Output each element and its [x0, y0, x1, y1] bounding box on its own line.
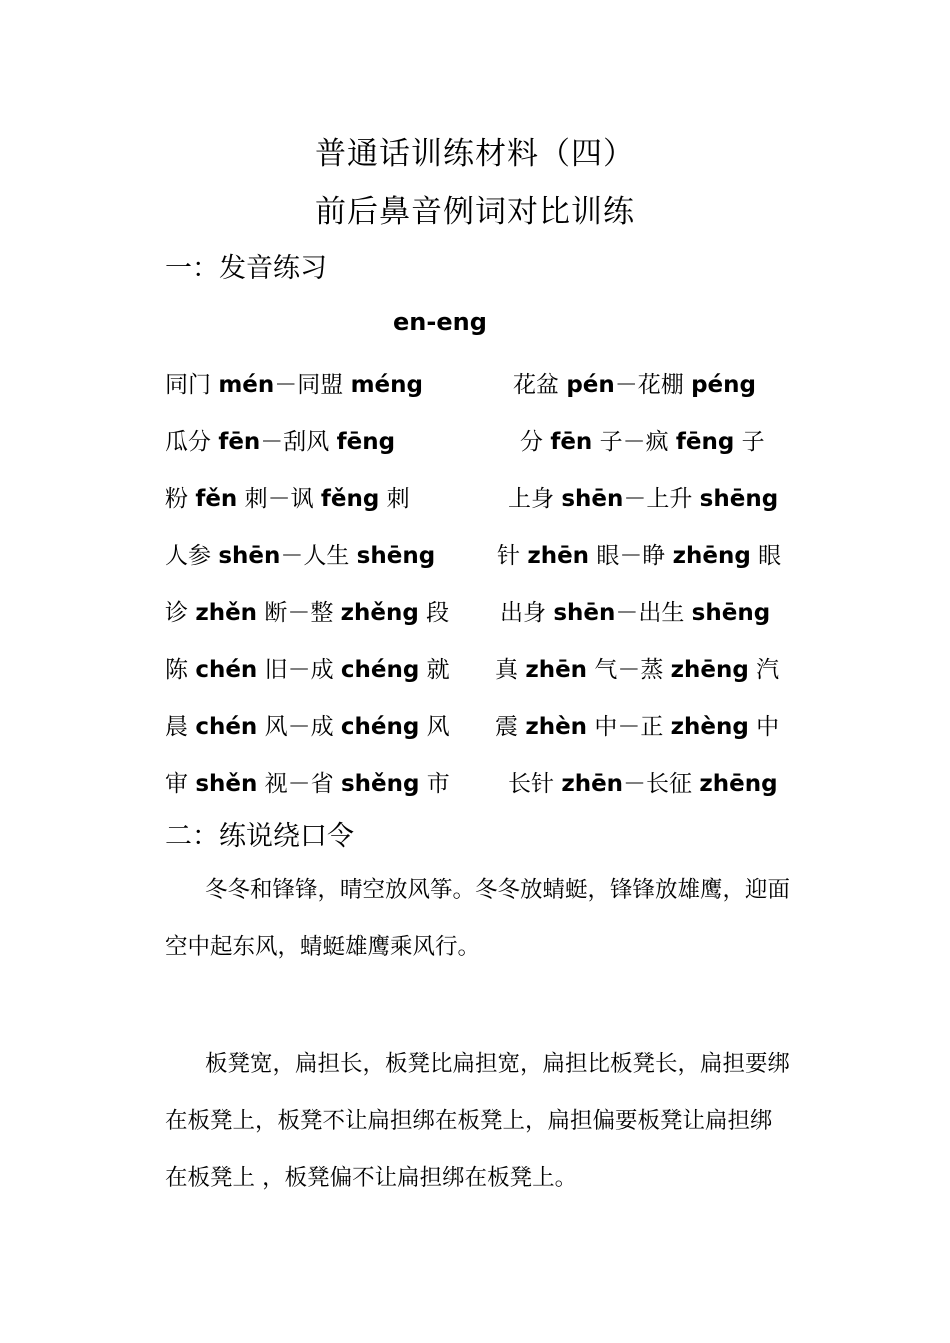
word-text-c: 子－疯 [592, 429, 676, 455]
pinyin-b: zhèn [525, 714, 588, 740]
word-text-e: 就 [419, 657, 450, 683]
word-text-c: 风－成 [257, 714, 341, 740]
pinyin-d: zhēng [670, 657, 749, 683]
word-text-c: －人生 [280, 543, 357, 569]
word-pair-8-left [165, 765, 450, 798]
word-pair-6-left [165, 651, 450, 684]
pinyin-d: chéng [340, 714, 420, 740]
pinyin-b: zhěn [195, 600, 258, 626]
pinyin-b: mén [218, 372, 275, 398]
word-text-c: －花棚 [614, 372, 692, 398]
word-text-a: 长针 [508, 771, 562, 797]
pinyin-b: fēn [218, 429, 261, 455]
pinyin-b: chén [195, 714, 258, 740]
word-text-c: 旧－成 [257, 657, 341, 683]
word-text-c: －同盟 [274, 372, 351, 398]
word-pair-6-right [495, 651, 779, 684]
pinyin-b: fēn [550, 429, 593, 455]
word-text-e: 中 [748, 714, 780, 740]
word-text-c: －长征 [623, 771, 700, 797]
word-pair-5-right [500, 594, 770, 627]
word-text-a: 花盆 [513, 372, 567, 398]
word-text-c: 眼－睁 [589, 543, 673, 569]
word-text-a: 出身 [500, 600, 554, 626]
word-text-c: 中－正 [587, 714, 671, 740]
word-text-a: 粉 [165, 486, 196, 512]
word-pair-4-left [165, 537, 435, 570]
word-text-c: －出生 [615, 600, 692, 626]
pinyin-d: zhēng [699, 771, 778, 797]
word-text-c: 气－蒸 [587, 657, 671, 683]
word-pair-2-right [520, 423, 765, 456]
pinyin-d: fēng [336, 429, 396, 455]
word-text-e: 风 [419, 714, 450, 740]
pinyin-d: shēng [356, 543, 436, 569]
word-text-c: 视－省 [257, 771, 341, 797]
word-text-a: 针 [497, 543, 528, 569]
pinyin-d: fēng [675, 429, 735, 455]
tongue-twister-paragraph-1: 冬冬和锋锋，晴空放风筝。冬冬放蜻蜓，锋锋放雄鹰，迎面空中起东风，蜻蜓雄鹰乘风行。 [165, 877, 791, 960]
pinyin-b: zhēn [527, 543, 590, 569]
word-text-e: 子 [734, 429, 765, 455]
word-text-c: 刺－讽 [237, 486, 321, 512]
word-text-a: 晨 [165, 714, 196, 740]
word-text-a: 真 [495, 657, 526, 683]
tongue-twister-paragraph-2: 板凳宽，扁担长，板凳比扁担宽，扁担比板凳长，扁担要绑在板凳上，板凳不让扁担绑在板凳上，扁担偏要板凳让扁担绑在板凳上 ，板凳偏不让扁担绑在板凳上。 [165, 1051, 791, 1191]
word-pair-7-left [165, 708, 450, 741]
pinyin-d: méng [350, 372, 423, 398]
word-pair-3-right [508, 480, 778, 513]
pinyin-d: péng [691, 372, 756, 398]
pinyin-b: zhēn [525, 657, 588, 683]
pinyin-b: shēn [218, 543, 281, 569]
pinyin-b: zhēn [561, 771, 624, 797]
pinyin-d: zhèng [670, 714, 749, 740]
word-text-a: 分 [520, 429, 551, 455]
word-text-e: 市 [419, 771, 450, 797]
section-heading-tongue-twister: 二：练说绕口令 [165, 821, 354, 852]
word-text-a: 人参 [165, 543, 219, 569]
word-text-a: 诊 [165, 600, 196, 626]
pinyin-d: shēng [699, 486, 779, 512]
word-text-e: 段 [418, 600, 450, 626]
word-text-a: 上身 [508, 486, 562, 512]
word-text-a: 同门 [165, 372, 219, 398]
pinyin-d: zhěng [340, 600, 419, 626]
pinyin-b: shēn [553, 600, 616, 626]
word-pair-2-left [165, 423, 395, 456]
word-pair-4-right [497, 537, 781, 570]
document-title: 普通话训练材料（四） [315, 136, 635, 172]
pinyin-d: shēng [691, 600, 771, 626]
pinyin-b: shěn [195, 771, 258, 797]
pinyin-d: zhēng [672, 543, 751, 569]
document-subtitle: 前后鼻音例词对比训练 [315, 194, 635, 230]
word-text-a: 震 [495, 714, 526, 740]
word-text-a: 陈 [165, 657, 196, 683]
word-pair-1-left [165, 366, 423, 399]
word-pair-8-right [508, 765, 778, 798]
pinyin-d: fěng [320, 486, 380, 512]
word-text-a: 瓜分 [165, 429, 219, 455]
pair-type-title: en-eng [393, 308, 487, 336]
word-text-c: 断－整 [257, 600, 341, 626]
pinyin-d: chéng [340, 657, 420, 683]
word-pair-3-left [165, 480, 410, 513]
word-text-c: －刮风 [260, 429, 337, 455]
word-text-e: 刺 [379, 486, 410, 512]
word-pair-1-right [513, 366, 756, 399]
pinyin-b: chén [195, 657, 258, 683]
word-pair-5-left [165, 594, 449, 627]
section-heading-pronunciation: 一：发音练习 [165, 253, 327, 284]
word-pair-7-right [495, 708, 779, 741]
word-text-e: 汽 [748, 657, 780, 683]
word-text-a: 审 [165, 771, 196, 797]
pinyin-b: shēn [561, 486, 624, 512]
word-text-e: 眼 [750, 543, 782, 569]
pinyin-b: pén [566, 372, 615, 398]
pinyin-d: shěng [340, 771, 420, 797]
pinyin-b: fěn [195, 486, 238, 512]
word-text-c: －上升 [623, 486, 700, 512]
